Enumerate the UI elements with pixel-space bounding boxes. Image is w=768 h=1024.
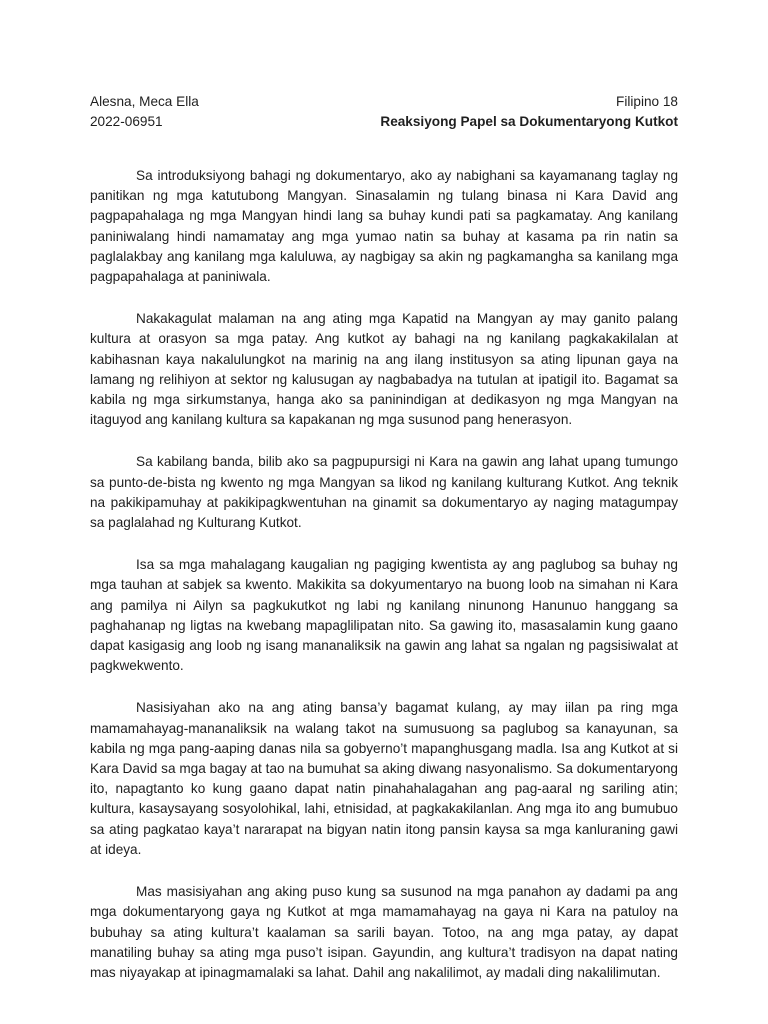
document-body bbox=[90, 166, 678, 983]
paragraph-1: Sa introduksiyong bahagi ng dokumentaryo, ako ay nabighani sa kayamanang taglay ng panitikan ng mga katutubong Mangyan. Sinasalamin ng tulang binasa ni Kara David ang pagpapahalaga ng mga Mangyan hindi lang sa buhay kundi pati sa pagkamatay. Ang kanilang paniniwalang hindi namamatay ang mga yumao natin sa buhay at kasama pa rin natin sa paglalakbay ang kanilang mga kaluluwa, ay nagbigay sa akin ng pagkamangha sa kanilang mga pagpapahalaga at paniniwala. bbox=[90, 168, 678, 285]
document-page bbox=[90, 92, 678, 1005]
paragraph-2: Nakakagulat malaman na ang ating mga Kapatid na Mangyan ay may ganito palang kultura at orasyon sa mga patay. Ang kutkot ay bahagi na ng kanilang pagkakakilalan at kabihasnan kaya nakalulungkot na marinig na ang ilang institusyon sa ating lipunan gaya na lamang ng relihiyon at sektor ng kalusugan ay nagbabadya na tutulan at ipatigil ito. Bagamat sa kabila ng mga sirkumstanya, hanga ako sa paninindigan at dedikasyon ng mga Mangyan na itaguyod ang kanilang kultura sa kapakanan ng mga susunod pang henerasyon. bbox=[90, 311, 678, 428]
course-name: Filipino 18 bbox=[616, 94, 678, 109]
author-name: Alesna, Meca Ella bbox=[90, 94, 199, 109]
paragraph-4: Isa sa mga mahalagang kaugalian ng pagiging kwentista ay ang paglubog sa buhay ng mga tauhan at sabjek sa kwento. Makikita sa dokyumentaryo na buong loob na simahan ni Kara ang pamilya ni Ailyn sa pagkukutkot ng labi ng kanilang ninunong Hanunuo hanggang sa paghahanap ng ligtas na kwebang mapaglilipatan nito. Sa gawing ito, masasalamin kung gaano dapat kasigasig ang loob ng isang mananaliksik na gawin ang lahat sa ngalan ng pagsisiwalat at pagkwekwento. bbox=[90, 557, 678, 674]
header-row-1 bbox=[90, 92, 678, 112]
header-row-2 bbox=[90, 112, 678, 132]
document-title: Reaksiyong Papel sa Dokumentaryong Kutkot bbox=[380, 114, 678, 129]
paragraph-5: Nasisiyahan ako na ang ating bansa’y bagamat kulang, ay may iilan pa ring mga mamamahayag-mananaliksik na walang takot na sumusuong sa paglubog sa kanayunan, sa kabila ng mga pang-aaping danas nila sa gobyerno’t mapanghusgang madla. Isa ang Kutkot at si Kara David sa mga bagay at tao na bumuhat sa aking diwang nasyonalismo. Sa dokumentaryong ito, napagtanto ko kung gaano dapat natin pinahahalagahan ang pag-aaral ng sariling atin; kultura, kasaysayang sosyolohikal, lahi, etnisidad, at pagkakakilanlan. Ang mga ito ang bumubuo sa ating pagkatao kaya’t nararapat na bigyan natin itong pansin kaysa sa mga kanluraning gawi at ideya. bbox=[90, 700, 678, 857]
paragraph-6: Mas masisiyahan ang aking puso kung sa susunod na mga panahon ay dadami pa ang mga dokumentaryong gaya ng Kutkot at mga mamamahayag na gaya ni Kara na patuloy na bubuhay sa ating kultura’t kaalaman sa sarili bayan. Totoo, na ang mga patay, ay dapat manatiling buhay sa ating mga puso’t isipan. Gayundin, ang kultura’t tradisyon na dapat nating mas niyayakap at ipinagmamalaki sa lahat. Dahil ang nakalilimot, ay madali ding nakalilimutan. bbox=[90, 884, 678, 980]
student-number: 2022-06951 bbox=[90, 114, 163, 129]
document-header bbox=[90, 92, 678, 132]
paragraph-3: Sa kabilang banda, bilib ako sa pagpupursigi ni Kara na gawin ang lahat upang tumungo sa punto-de-bista ng kwento ng mga Mangyan sa likod ng kanilang kulturang Kutkot. Ang teknik na pakikipamuhay at pakikipagkwentuhan na ginamit sa dokumentaryo ay naging matagumpay sa paglalahad ng Kulturang Kutkot. bbox=[90, 454, 678, 531]
